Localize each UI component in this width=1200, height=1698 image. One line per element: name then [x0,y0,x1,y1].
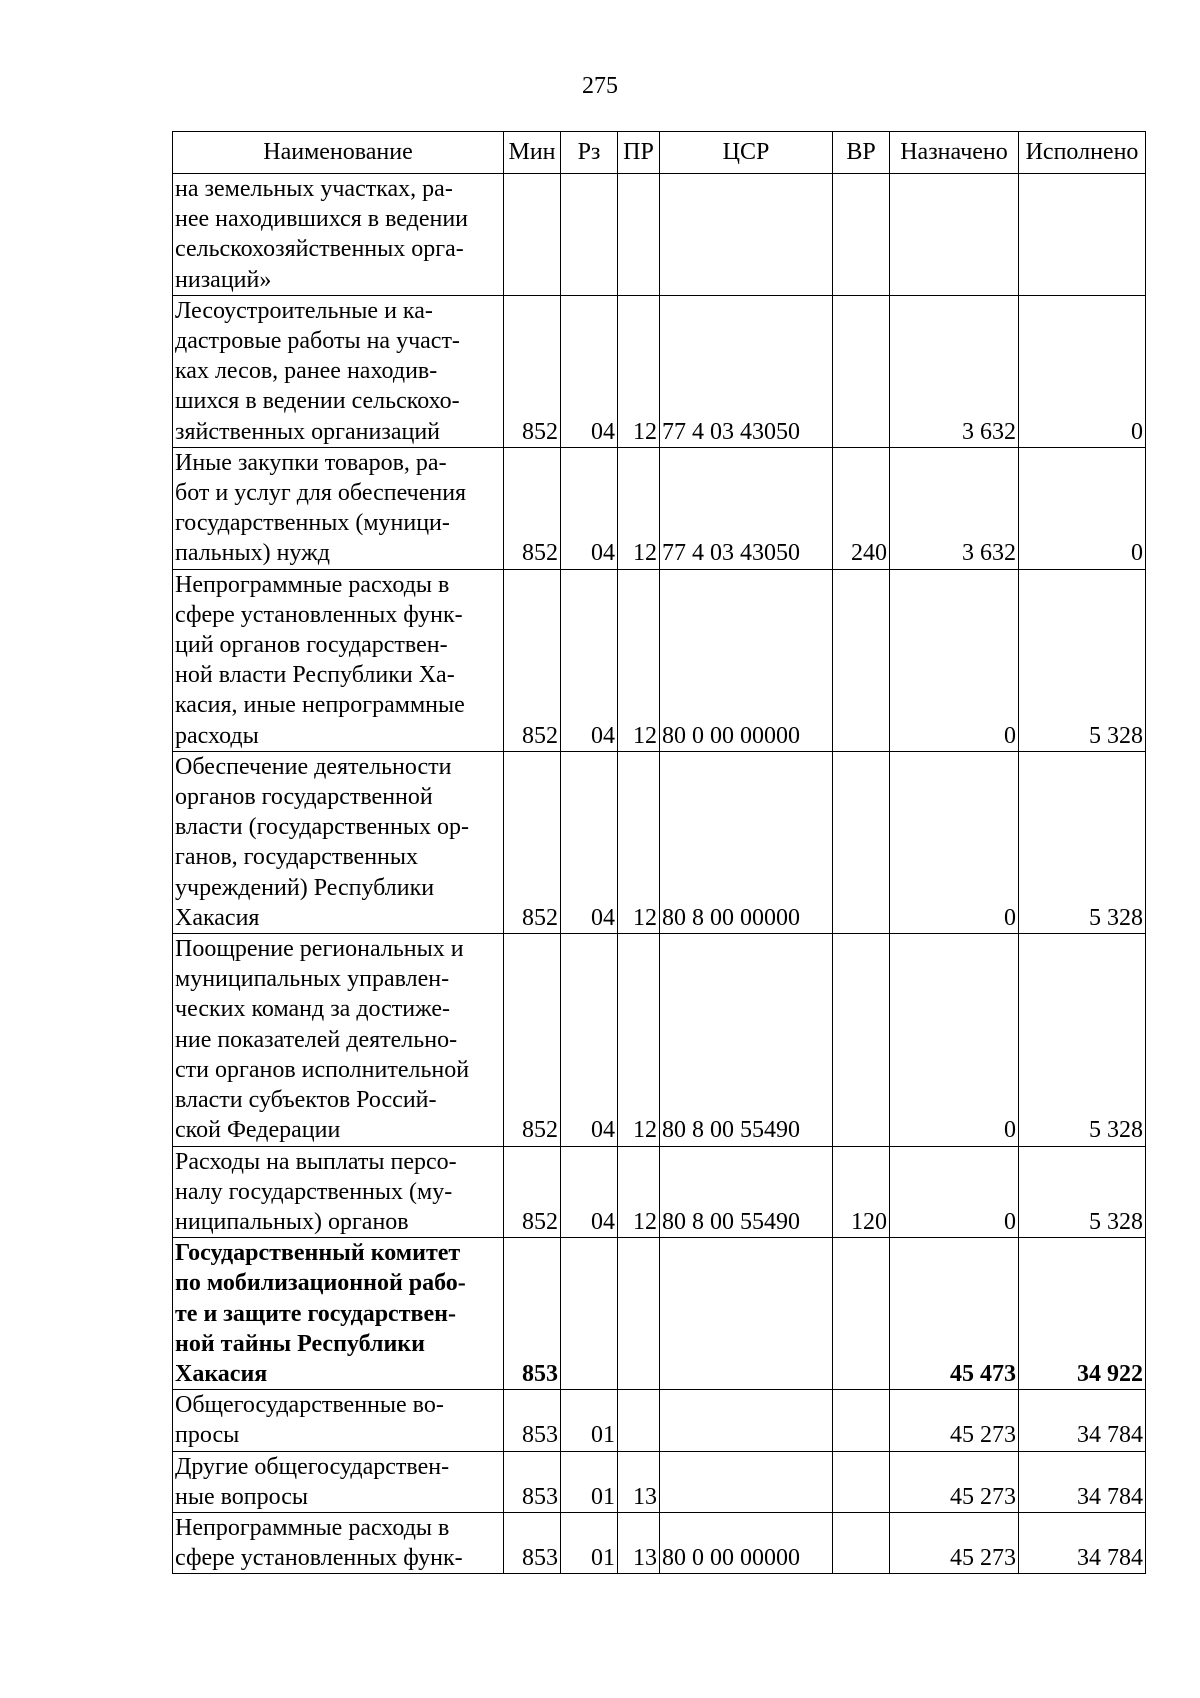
table-row [173,934,1146,1146]
cell-name: Поощрение региональных и муниципальных управлен- ческих команд за достиже- ние показателей деятельно- сти органов исполнительной власти субъектов Россий- ской Федерации [173,934,504,1146]
cell-vr [833,1451,890,1512]
cell-rz: 01 [561,1451,618,1512]
cell-executed: 0 [1019,447,1146,569]
cell-vr: 120 [833,1146,890,1238]
header-executed: Исполнено [1019,132,1146,174]
table-row [173,174,1146,296]
cell-min: 852 [504,447,561,569]
table-row [173,447,1146,569]
cell-name: Общегосударственные во- просы [173,1390,504,1451]
cell-executed: 5 328 [1019,934,1146,1146]
cell-min: 852 [504,1146,561,1238]
cell-assigned: 0 [890,569,1019,751]
cell-name: Расходы на выплаты персо- налу государственных (му- ниципальных) органов [173,1146,504,1238]
cell-csr: 80 8 00 00000 [660,751,833,933]
cell-pr [618,1238,660,1390]
table-row [173,1512,1146,1573]
cell-csr [660,1451,833,1512]
cell-csr: 80 8 00 55490 [660,934,833,1146]
table-body [173,174,1146,1574]
cell-vr [833,934,890,1146]
cell-min: 852 [504,295,561,447]
budget-table [172,131,1146,1574]
cell-csr: 77 4 03 43050 [660,295,833,447]
cell-min: 852 [504,934,561,1146]
cell-vr [833,569,890,751]
table-header-row [173,132,1146,174]
cell-pr: 12 [618,751,660,933]
cell-assigned [890,174,1019,296]
cell-vr [833,751,890,933]
cell-assigned: 0 [890,934,1019,1146]
table-row [173,1238,1146,1390]
cell-name: Лесоустроительные и ка- дастровые работы на участ- ках лесов, ранее находив- шихся в ведении сельскохо- зяйственных организаций [173,295,504,447]
cell-executed: 0 [1019,295,1146,447]
cell-name: Непрограммные расходы в сфере установленных функ- [173,1512,504,1573]
cell-min: 853 [504,1512,561,1573]
cell-csr [660,1390,833,1451]
cell-vr [833,295,890,447]
cell-vr: 240 [833,447,890,569]
cell-min [504,174,561,296]
table-row [173,1451,1146,1512]
cell-executed: 34 784 [1019,1390,1146,1451]
cell-rz: 04 [561,1146,618,1238]
header-csr: ЦСР [660,132,833,174]
cell-executed: 34 784 [1019,1451,1146,1512]
cell-vr [833,174,890,296]
table-row [173,295,1146,447]
cell-assigned: 45 273 [890,1390,1019,1451]
cell-pr: 12 [618,569,660,751]
cell-csr: 80 0 00 00000 [660,569,833,751]
cell-pr: 12 [618,934,660,1146]
cell-pr: 13 [618,1512,660,1573]
cell-vr [833,1512,890,1573]
cell-assigned: 3 632 [890,447,1019,569]
page-number: 275 [582,73,618,99]
cell-vr [833,1390,890,1451]
cell-rz: 04 [561,751,618,933]
cell-csr: 80 0 00 00000 [660,1512,833,1573]
header-vr: ВР [833,132,890,174]
cell-rz: 04 [561,569,618,751]
cell-assigned: 0 [890,751,1019,933]
cell-pr: 12 [618,1146,660,1238]
cell-name: Иные закупки товаров, ра- бот и услуг для обеспечения государственных (муници- пальных) нужд [173,447,504,569]
cell-name: Государственный комитет по мобилизационной рабо- те и защите государствен- ной тайны Республики Хакасия [173,1238,504,1390]
header-pr: ПР [618,132,660,174]
cell-assigned: 0 [890,1146,1019,1238]
cell-assigned: 3 632 [890,295,1019,447]
header-name: Наименование [173,132,504,174]
cell-min: 853 [504,1451,561,1512]
cell-pr: 12 [618,295,660,447]
cell-min: 852 [504,751,561,933]
table-row [173,569,1146,751]
cell-csr: 80 8 00 55490 [660,1146,833,1238]
cell-min: 853 [504,1390,561,1451]
cell-pr: 13 [618,1451,660,1512]
cell-vr [833,1238,890,1390]
header-rz: Рз [561,132,618,174]
cell-assigned: 45 273 [890,1451,1019,1512]
cell-pr [618,1390,660,1451]
cell-rz: 04 [561,934,618,1146]
cell-executed: 5 328 [1019,751,1146,933]
cell-assigned: 45 273 [890,1512,1019,1573]
cell-executed: 5 328 [1019,569,1146,751]
cell-pr: 12 [618,447,660,569]
header-assigned: Назначено [890,132,1019,174]
cell-executed: 5 328 [1019,1146,1146,1238]
table-row [173,1146,1146,1238]
table-row [173,1390,1146,1451]
cell-assigned: 45 473 [890,1238,1019,1390]
cell-csr [660,174,833,296]
cell-rz: 04 [561,447,618,569]
cell-executed [1019,174,1146,296]
cell-rz [561,1238,618,1390]
cell-executed: 34 922 [1019,1238,1146,1390]
cell-rz: 01 [561,1390,618,1451]
header-min: Мин [504,132,561,174]
cell-pr [618,174,660,296]
cell-name: Непрограммные расходы в сфере установленных функ- ций органов государствен- ной власти Республики Ха- касия, иные непрограммные расходы [173,569,504,751]
cell-name: на земельных участках, ра- нее находившихся в ведении сельскохозяйственных орга- низаций» [173,174,504,296]
cell-csr: 77 4 03 43050 [660,447,833,569]
cell-min: 853 [504,1238,561,1390]
cell-rz: 01 [561,1512,618,1573]
cell-min: 852 [504,569,561,751]
cell-executed: 34 784 [1019,1512,1146,1573]
cell-name: Обеспечение деятельности органов государственной власти (государственных ор- ганов, государственных учреждений) Республики Хакасия [173,751,504,933]
cell-name: Другие общегосударствен- ные вопросы [173,1451,504,1512]
cell-rz: 04 [561,295,618,447]
table-row [173,751,1146,933]
cell-csr [660,1238,833,1390]
cell-rz [561,174,618,296]
